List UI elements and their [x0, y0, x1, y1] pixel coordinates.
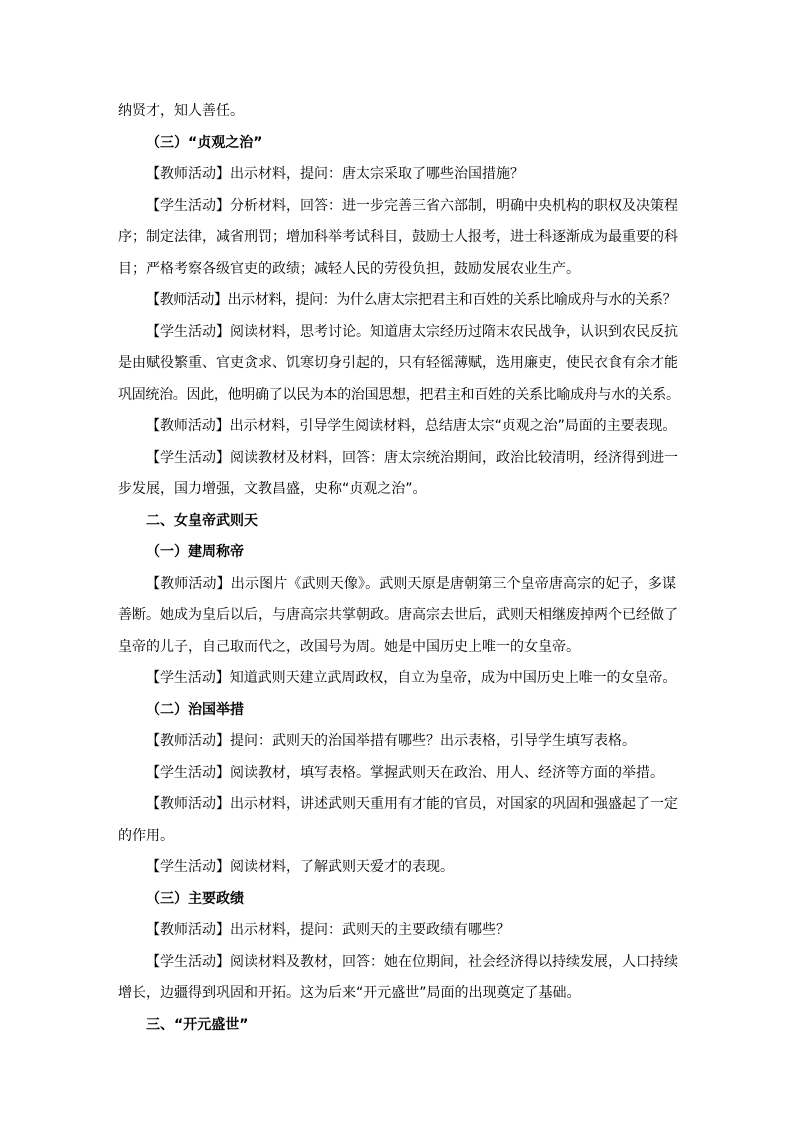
heading-line: （三）主要政绩	[146, 890, 244, 907]
heading-line: （二）治国举措	[146, 701, 244, 718]
text-line: 纳贤才，知人善任。	[118, 103, 244, 119]
text-line: 【教师活动】提问：武则天的治国举措有哪些？出示表格，引导学生填写表格。	[146, 733, 636, 749]
text-line: 【教师活动】出示材料，讲述武则天重用有才能的官员，对国家的巩固和强盛起了一定	[146, 796, 678, 812]
paragraph-17	[118, 852, 676, 884]
text-line: 增长，边疆得到巩固和开拓。这为后来“开元盛世”局面的出现奠定了基础。	[118, 985, 581, 1001]
section-heading-kaiyuan	[118, 1010, 676, 1042]
document-page	[118, 96, 680, 1041]
text-line: 【学生活动】阅读材料，了解武则天爱才的表现。	[146, 859, 454, 875]
heading-line: 三、“开元盛世”	[146, 1016, 249, 1033]
heading-line: 二、女皇帝武则天	[146, 512, 258, 529]
section-heading-wuzetian	[118, 506, 676, 538]
paragraph-14	[118, 726, 676, 758]
text-line: 巩固统治。因此，他明确了以民为本的治国思想，把君主和百姓的关系比喻成舟与水的关系。	[118, 386, 680, 403]
paragraph-6	[118, 317, 680, 412]
text-line: 【教师活动】出示材料，提问：武则天的主要政绩有哪些？	[146, 922, 510, 938]
text-line: 【教师活动】出示材料，引导学生阅读材料，总结唐太宗“贞观之治”局面的主要表现。	[146, 418, 676, 434]
text-line: 【学生活动】阅读教材及材料，回答：唐太宗统治期间，政治比较清明，经济得到进一	[146, 449, 678, 466]
text-line: 【教师活动】出示材料，提问：唐太宗采取了哪些治国措施？	[146, 166, 524, 182]
subsection-heading-jianzhou	[118, 537, 676, 569]
paragraph-7	[118, 411, 676, 443]
paragraph-8	[118, 443, 676, 506]
heading-line: （三）“贞观之治”	[146, 134, 263, 151]
text-line: 步发展，国力增强，文教昌盛，史称“贞观之治”。	[118, 481, 427, 497]
paragraph-12	[118, 663, 676, 695]
paragraph-11	[118, 569, 676, 664]
paragraph-16	[118, 789, 676, 852]
text-line: 【学生活动】分析材料，回答：进一步完善三省六部制，明确中央机构的职权及决策程	[146, 197, 678, 214]
text-line: 善断。她成为皇后以后，与唐高宗共掌朝政。唐高宗去世后，武则天相继废掉两个已经做了	[118, 607, 678, 623]
text-line: 是由赋役繁重、官吏贪求、饥寒切身引起的，只有轻徭薄赋，选用廉吏，使民衣食有余才能	[118, 355, 678, 371]
text-line: 【学生活动】阅读材料及教材，回答：她在位期间，社会经济得以持续发展，人口持续	[146, 953, 678, 970]
text-line: 序；制定法律，减省刑罚；增加科举考试科目，鼓励士人报考，进士科逐渐成为最重要的科	[118, 229, 678, 245]
text-line: 【学生活动】知道武则天建立武周政权，自立为皇帝，成为中国历史上唯一的女皇帝。	[146, 670, 676, 686]
paragraph-1	[118, 96, 676, 128]
text-line: 【学生活动】阅读教材，填写表格。掌握武则天在政治、用人、经济等方面的举措。	[146, 764, 664, 781]
text-line: 【教师活动】出示图片《武则天像》。武则天原是唐朝第三个皇帝唐高宗的妃子，多谋	[146, 575, 676, 592]
text-line: 【教师活动】出示材料，提问：为什么唐太宗把君主和百姓的关系比喻成舟与水的关系？	[146, 292, 676, 308]
subsection-heading-zhiguo	[118, 695, 676, 727]
paragraph-3	[118, 159, 676, 191]
subsection-heading-zhengji	[118, 884, 676, 916]
text-line: 目；严格考察各级官吏的政绩；减轻人民的劳役负担，鼓励发展农业生产。	[118, 260, 580, 277]
text-line: 皇帝的儿子，自己取而代之，改国号为周。她是中国历史上唯一的女皇帝。	[118, 638, 580, 655]
heading-line: （一）建周称帝	[146, 544, 244, 560]
paragraph-15	[118, 758, 676, 790]
section-heading-zhenguan	[118, 128, 676, 160]
paragraph-4	[118, 191, 676, 286]
text-line: 的作用。	[118, 827, 174, 844]
paragraph-19	[118, 915, 676, 947]
paragraph-20	[118, 947, 676, 1010]
paragraph-5	[118, 285, 676, 317]
text-line: 【学生活动】阅读材料，思考讨论。知道唐太宗经历过隋末农民战争，认识到农民反抗	[146, 323, 678, 340]
